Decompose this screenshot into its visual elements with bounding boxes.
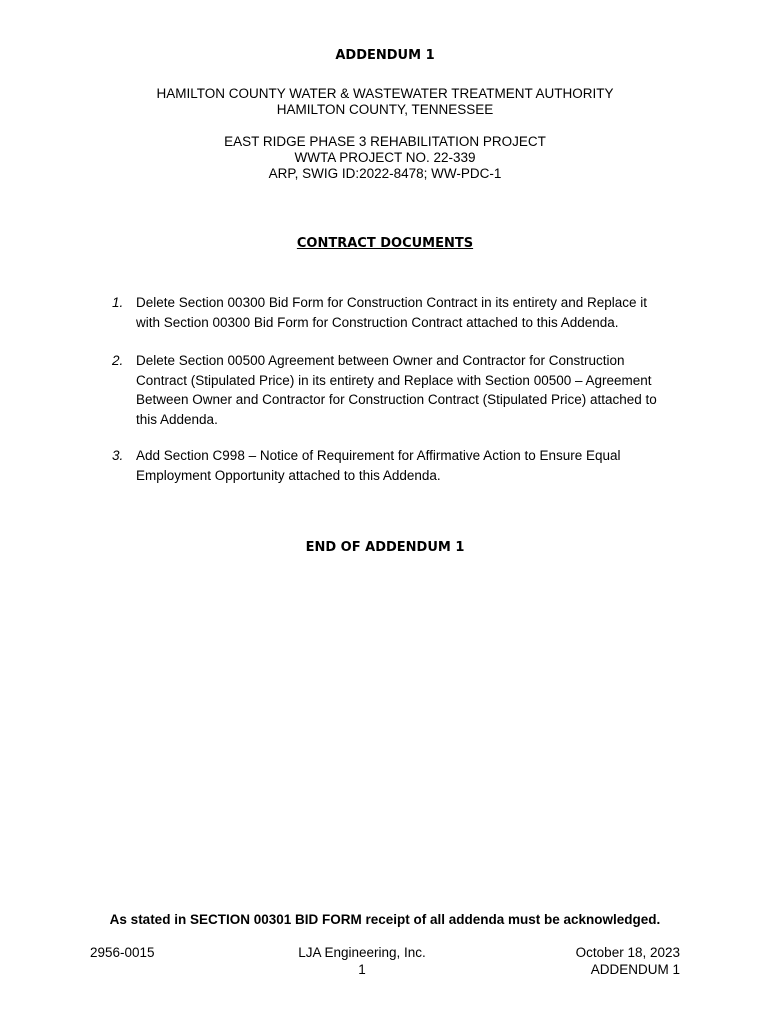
item-line: Delete Section 00500 Agreement between Owner and Contractor for Construction xyxy=(136,353,625,368)
item-line: this Addenda. xyxy=(136,411,218,427)
addendum-title: ADDENDUM 1 xyxy=(335,48,435,63)
authority-line-2: HAMILTON COUNTY, TENNESSEE xyxy=(276,102,494,117)
section-title: CONTRACT DOCUMENTS xyxy=(296,236,474,251)
footer-addendum-label: ADDENDUM 1 xyxy=(590,961,680,977)
list-item xyxy=(112,446,682,485)
item-number: 2. xyxy=(112,353,124,368)
footer-right xyxy=(480,945,680,978)
item-line: with Section 00300 Bid Form for Construction Contract attached to this Addenda. xyxy=(136,314,619,330)
project-info xyxy=(0,134,770,182)
footer-date: October 18, 2023 xyxy=(575,945,680,960)
project-line-1: EAST RIDGE PHASE 3 REHABILITATION PROJECT xyxy=(224,134,546,149)
item-number: 3. xyxy=(112,448,124,463)
item-line: Employment Opportunity attached to this Addenda. xyxy=(136,467,441,483)
project-line-2: WWTA PROJECT NO. 22-339 xyxy=(294,150,476,165)
list-item xyxy=(112,351,682,429)
item-line: Delete Section 00300 Bid Form for Construction Contract in its entirety and Replace it xyxy=(136,295,648,310)
list-item xyxy=(112,293,682,332)
item-line: Between Owner and Contractor for Construction Contract (Stipulated Price) attached to xyxy=(136,392,657,407)
footer-project-number: 2956-0015 xyxy=(90,945,155,960)
footer-company: LJA Engineering, Inc. xyxy=(298,945,426,960)
footer-page-number: 1 xyxy=(358,961,366,977)
item-line: Contract (Stipulated Price) in its entirety and Replace with Section 00500 – Agreement xyxy=(136,372,652,388)
footer-center xyxy=(262,945,462,978)
end-of-addendum: END OF ADDENDUM 1 xyxy=(305,540,465,555)
authority-line-1: HAMILTON COUNTY WATER & WASTEWATER TREATMENT AUTHORITY xyxy=(156,86,614,101)
item-number: 1. xyxy=(112,295,124,310)
acknowledgement-notice: As stated in SECTION 00301 BID FORM receipt of all addenda must be acknowledged. xyxy=(109,912,661,927)
project-line-3: ARP, SWIG ID:2022-8478; WW-PDC-1 xyxy=(268,166,502,181)
authority-name xyxy=(0,86,770,118)
item-line: Add Section C998 – Notice of Requirement for Affirmative Action to Ensure Equal xyxy=(136,448,621,463)
